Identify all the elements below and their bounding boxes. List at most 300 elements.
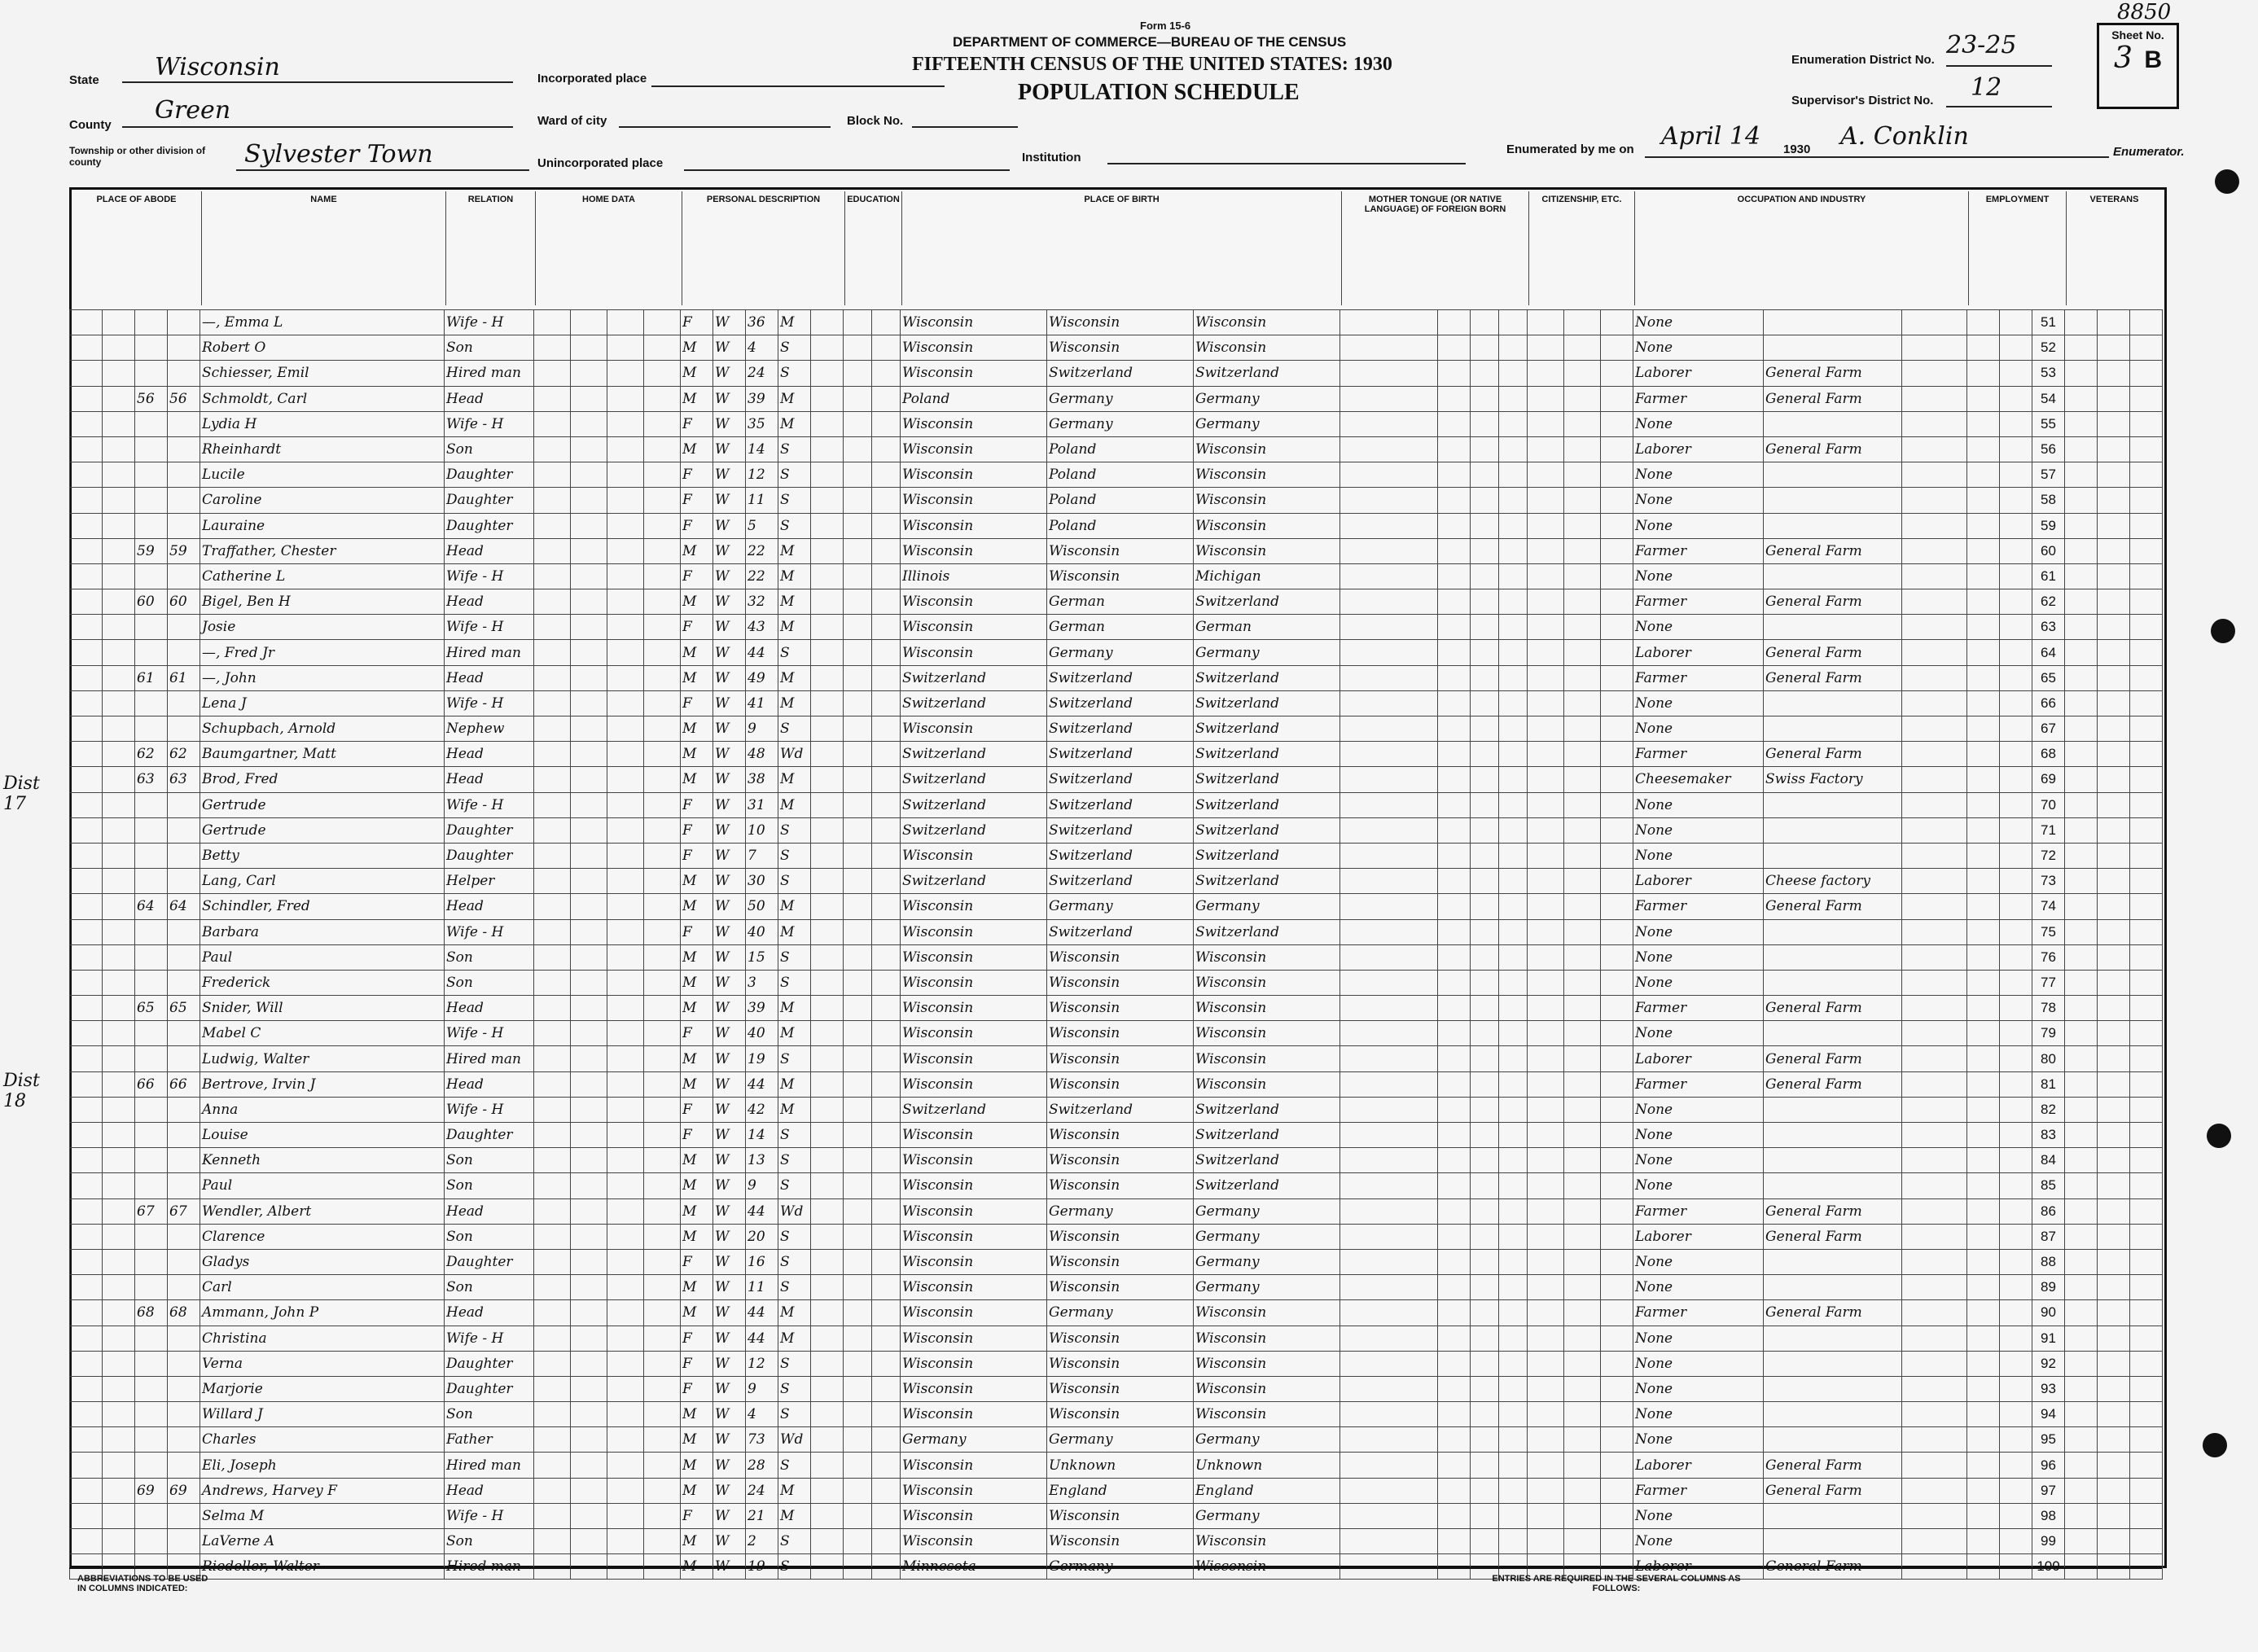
cell-empty	[2130, 944, 2163, 970]
cell-empty	[1601, 843, 1633, 868]
cell-mar: S	[778, 1402, 811, 1427]
cell-empty	[70, 513, 103, 538]
cell-empty	[811, 996, 844, 1021]
cell-dw	[135, 513, 168, 538]
cell-empty	[1967, 1351, 2000, 1376]
cell-name: Barbara	[200, 919, 445, 944]
cell-ind	[1764, 1376, 1902, 1401]
group-veterans: VETERANS	[2089, 195, 2139, 204]
cell-ind	[1764, 462, 1902, 488]
cell-empty	[1564, 615, 1601, 640]
cell-rel: Father	[445, 1427, 534, 1453]
cell-color: W	[713, 386, 746, 411]
cell-empty	[1902, 1300, 1967, 1326]
cell-empty	[70, 436, 103, 462]
cell-empty	[607, 1402, 644, 1427]
table-row	[70, 513, 2163, 538]
township-value: Sylvester Town	[244, 140, 433, 169]
enumerated-date: April 14	[1661, 122, 1761, 151]
cell-empty	[571, 615, 607, 640]
cell-empty	[1902, 488, 1967, 513]
cell-color: W	[713, 310, 746, 335]
cell-empty	[534, 1249, 571, 1274]
cell-empty	[844, 1148, 872, 1173]
cell-empty	[2000, 817, 2032, 843]
cell-rel: Son	[445, 1275, 534, 1300]
cell-empty	[1499, 944, 1528, 970]
cell-empty	[1902, 996, 1967, 1021]
cell-empty	[872, 1376, 901, 1401]
cell-empty	[2000, 1097, 2032, 1122]
cell-dw	[135, 462, 168, 488]
cell-empty	[70, 767, 103, 792]
table-row	[70, 436, 2163, 462]
cell-rel: Head	[445, 1198, 534, 1224]
cell-empty	[644, 335, 681, 361]
cell-empty	[844, 843, 872, 868]
cell-empty	[1499, 1173, 1528, 1198]
cell-dw	[135, 310, 168, 335]
cell-empty	[1564, 1046, 1601, 1071]
cell-name: Traffather, Chester	[200, 538, 445, 563]
cell-empty	[872, 1478, 901, 1503]
cell-mother: Germany	[1194, 1427, 1340, 1453]
cell-empty	[872, 970, 901, 995]
cell-empty	[872, 1326, 901, 1351]
cell-rel: Daughter	[445, 843, 534, 868]
cell-empty	[571, 361, 607, 386]
cell-age: 11	[746, 1275, 778, 1300]
cell-empty	[2065, 1453, 2098, 1478]
cell-empty	[1499, 361, 1528, 386]
cell-color: W	[713, 1071, 746, 1097]
cell-fam	[168, 1453, 200, 1478]
cell-dw	[135, 640, 168, 665]
table-row	[70, 1529, 2163, 1554]
cell-empty	[607, 538, 644, 563]
cell-empty	[2130, 386, 2163, 411]
cell-empty	[1902, 361, 1967, 386]
cell-empty	[1499, 1453, 1528, 1478]
cell-empty	[844, 1224, 872, 1249]
cell-mother: Wisconsin	[1194, 1071, 1340, 1097]
cell-age: 30	[746, 869, 778, 894]
cell-mother: Unknown	[1194, 1453, 1340, 1478]
cell-name: Riedeller, Walter	[200, 1554, 445, 1580]
cell-sex: M	[681, 436, 713, 462]
cell-empty	[1601, 792, 1633, 817]
cell-empty	[2130, 1198, 2163, 1224]
cell-empty	[844, 1249, 872, 1274]
cell-birth: Wisconsin	[901, 996, 1047, 1021]
cell-empty	[1471, 589, 1499, 615]
cell-empty	[571, 1046, 607, 1071]
cell-empty	[1967, 944, 2000, 970]
cell-empty	[571, 665, 607, 690]
cell-birth: Wisconsin	[901, 436, 1047, 462]
cell-empty	[1438, 970, 1471, 995]
cell-empty	[644, 970, 681, 995]
cell-empty	[70, 488, 103, 513]
cell-empty	[1564, 1224, 1601, 1249]
cell-empty	[1340, 1478, 1438, 1503]
cell-name: Paul	[200, 1173, 445, 1198]
cell-empty	[644, 1046, 681, 1071]
cell-empty	[1564, 1326, 1601, 1351]
cell-empty	[2065, 1148, 2098, 1173]
cell-age: 20	[746, 1224, 778, 1249]
cell-empty	[872, 411, 901, 436]
cell-mar: Wd	[778, 1198, 811, 1224]
cell-empty	[811, 1097, 844, 1122]
cell-empty	[1499, 1376, 1528, 1401]
cell-dw: 61	[135, 665, 168, 690]
cell-empty	[534, 1224, 571, 1249]
cell-empty	[2130, 1249, 2163, 1274]
cell-empty	[1340, 589, 1438, 615]
cell-father: Wisconsin	[1047, 1249, 1194, 1274]
binder-hole	[2203, 1433, 2227, 1457]
cell-dw	[135, 1148, 168, 1173]
cell-empty	[103, 462, 135, 488]
cell-empty	[2098, 665, 2130, 690]
cell-sex: M	[681, 361, 713, 386]
cell-empty	[872, 1198, 901, 1224]
cell-empty	[534, 843, 571, 868]
cell-empty	[1340, 742, 1438, 767]
cell-ind: General Farm	[1764, 1300, 1902, 1326]
cell-empty	[70, 462, 103, 488]
cell-empty	[1528, 869, 1564, 894]
cell-ind	[1764, 310, 1902, 335]
cell-ind: General Farm	[1764, 361, 1902, 386]
cell-ind: General Farm	[1764, 665, 1902, 690]
cell-mar: M	[778, 1503, 811, 1528]
cell-occ: None	[1633, 792, 1764, 817]
cell-name: LaVerne A	[200, 1529, 445, 1554]
cell-empty	[811, 869, 844, 894]
cell-empty	[1499, 1123, 1528, 1148]
stamp-number: 8850	[2117, 0, 2172, 24]
cell-empty	[2130, 1275, 2163, 1300]
cell-father: Wisconsin	[1047, 538, 1194, 563]
cell-father: Switzerland	[1047, 665, 1194, 690]
cell-empty	[2000, 665, 2032, 690]
cell-occ: None	[1633, 1529, 1764, 1554]
cell-empty	[607, 817, 644, 843]
cell-empty	[1438, 411, 1471, 436]
cell-birth: Wisconsin	[901, 462, 1047, 488]
cell-age: 32	[746, 589, 778, 615]
cell-father: Poland	[1047, 436, 1194, 462]
cell-empty	[1438, 1326, 1471, 1351]
cell-empty	[1601, 1351, 1633, 1376]
cell-empty	[103, 1427, 135, 1453]
cell-age: 14	[746, 436, 778, 462]
cell-empty	[103, 1376, 135, 1401]
cell-empty	[1601, 589, 1633, 615]
cell-empty	[872, 996, 901, 1021]
cell-empty	[1601, 1300, 1633, 1326]
cell-empty	[2130, 411, 2163, 436]
cell-age: 2	[746, 1529, 778, 1554]
cell-empty	[2130, 665, 2163, 690]
cell-empty	[534, 817, 571, 843]
cell-empty	[1340, 716, 1438, 742]
cell-fam	[168, 1021, 200, 1046]
cell-birth: Switzerland	[901, 792, 1047, 817]
cell-empty	[1340, 462, 1438, 488]
cell-empty	[607, 716, 644, 742]
cell-empty	[1967, 1148, 2000, 1173]
cell-empty	[644, 513, 681, 538]
cell-ind: General Farm	[1764, 538, 1902, 563]
cell-empty	[1967, 1173, 2000, 1198]
cell-empty	[2065, 1529, 2098, 1554]
cell-age: 15	[746, 944, 778, 970]
table-row	[70, 742, 2163, 767]
cell-line: 65	[2032, 665, 2065, 690]
group-employment: EMPLOYMENT	[1969, 191, 2067, 305]
cell-empty	[1471, 1351, 1499, 1376]
block-label: Block No.	[847, 114, 904, 128]
supervisor-label: Supervisor's District No.	[1791, 94, 1934, 107]
cell-empty	[1499, 1224, 1528, 1249]
cell-ind	[1764, 1351, 1902, 1376]
cell-birth: Wisconsin	[901, 944, 1047, 970]
table-row	[70, 1148, 2163, 1173]
cell-dw: 66	[135, 1071, 168, 1097]
cell-dw: 59	[135, 538, 168, 563]
cell-ind	[1764, 970, 1902, 995]
cell-father: Germany	[1047, 411, 1194, 436]
cell-fam	[168, 640, 200, 665]
cell-empty	[1967, 1326, 2000, 1351]
cell-empty	[571, 1123, 607, 1148]
cell-empty	[1564, 513, 1601, 538]
cell-rel: Son	[445, 1224, 534, 1249]
cell-dw	[135, 1173, 168, 1198]
cell-empty	[2130, 1326, 2163, 1351]
cell-color: W	[713, 1275, 746, 1300]
cell-empty	[2098, 767, 2130, 792]
cell-name: —, Emma L	[200, 310, 445, 335]
cell-fam	[168, 361, 200, 386]
cell-age: 11	[746, 488, 778, 513]
abbrev-title: ABBREVIATIONS TO BE USED IN COLUMNS INDICATED:	[77, 1574, 208, 1593]
cell-mother: Wisconsin	[1194, 462, 1340, 488]
cell-rel: Head	[445, 1071, 534, 1097]
cell-empty	[1967, 843, 2000, 868]
cell-empty	[70, 1046, 103, 1071]
cell-empty	[1528, 716, 1564, 742]
cell-empty	[1528, 488, 1564, 513]
cell-empty	[644, 767, 681, 792]
cell-empty	[844, 1529, 872, 1554]
cell-color: W	[713, 411, 746, 436]
cell-occ: None	[1633, 1376, 1764, 1401]
cell-fam	[168, 1123, 200, 1148]
cell-empty	[644, 386, 681, 411]
cell-father: Poland	[1047, 462, 1194, 488]
cell-sex: M	[681, 894, 713, 919]
cell-empty	[103, 411, 135, 436]
cell-color: W	[713, 690, 746, 716]
cell-line: 98	[2032, 1503, 2065, 1528]
cell-birth: Wisconsin	[901, 615, 1047, 640]
sheet-label: Sheet No.	[2111, 28, 2164, 42]
cell-dw	[135, 970, 168, 995]
cell-empty	[1528, 996, 1564, 1021]
cell-ind: General Farm	[1764, 996, 1902, 1021]
cell-color: W	[713, 996, 746, 1021]
cell-empty	[2000, 1198, 2032, 1224]
cell-empty	[1340, 1376, 1438, 1401]
cell-empty	[571, 1071, 607, 1097]
cell-rel: Nephew	[445, 716, 534, 742]
cell-empty	[1601, 563, 1633, 589]
cell-father: Wisconsin	[1047, 1503, 1194, 1528]
cell-age: 40	[746, 919, 778, 944]
cell-empty	[1967, 1376, 2000, 1401]
cell-empty	[1438, 843, 1471, 868]
cell-sex: F	[681, 1021, 713, 1046]
cell-empty	[872, 1071, 901, 1097]
cell-empty	[2130, 767, 2163, 792]
cell-empty	[1967, 1071, 2000, 1097]
cell-color: W	[713, 1097, 746, 1122]
cell-empty	[1340, 767, 1438, 792]
cell-occ: Farmer	[1633, 894, 1764, 919]
cell-empty	[103, 1071, 135, 1097]
cell-empty	[644, 690, 681, 716]
cell-ind	[1764, 1529, 1902, 1554]
cell-line: 94	[2032, 1402, 2065, 1427]
cell-occ: Laborer	[1633, 1046, 1764, 1071]
table-row	[70, 361, 2163, 386]
cell-fam	[168, 970, 200, 995]
cell-empty	[844, 792, 872, 817]
cell-color: W	[713, 563, 746, 589]
cell-empty	[1902, 1529, 1967, 1554]
cell-empty	[2130, 335, 2163, 361]
cell-empty	[1471, 1123, 1499, 1148]
cell-empty	[1601, 1021, 1633, 1046]
cell-rel: Hired man	[445, 361, 534, 386]
cell-empty	[571, 589, 607, 615]
cell-empty	[1967, 1097, 2000, 1122]
cell-empty	[1471, 1148, 1499, 1173]
cell-empty	[571, 1275, 607, 1300]
cell-line: 95	[2032, 1427, 2065, 1453]
cell-father: Switzerland	[1047, 792, 1194, 817]
cell-empty	[2130, 690, 2163, 716]
cell-empty	[1499, 589, 1528, 615]
cell-empty	[1564, 1427, 1601, 1453]
cell-sex: F	[681, 1503, 713, 1528]
cell-age: 7	[746, 843, 778, 868]
cell-empty	[1564, 869, 1601, 894]
cell-line: 79	[2032, 1021, 2065, 1046]
cell-empty	[2065, 1046, 2098, 1071]
cell-empty	[2130, 1300, 2163, 1326]
cell-empty	[1471, 1453, 1499, 1478]
cell-dw: 68	[135, 1300, 168, 1326]
cell-empty	[2130, 640, 2163, 665]
cell-empty	[2065, 1351, 2098, 1376]
cell-dw: 62	[135, 742, 168, 767]
cell-mar: S	[778, 817, 811, 843]
cell-empty	[534, 462, 571, 488]
cell-empty	[1564, 817, 1601, 843]
cell-empty	[1564, 563, 1601, 589]
cell-empty	[534, 742, 571, 767]
sheet-side: B	[2144, 46, 2163, 73]
cell-empty	[2000, 462, 2032, 488]
unincorporated-label: Unincorporated place	[537, 156, 664, 170]
cell-empty	[534, 563, 571, 589]
cell-empty	[644, 1453, 681, 1478]
cell-empty	[644, 1326, 681, 1351]
cell-empty	[2130, 1097, 2163, 1122]
cell-empty	[844, 665, 872, 690]
cell-empty	[1499, 665, 1528, 690]
cell-empty	[1601, 1275, 1633, 1300]
cell-father: Wisconsin	[1047, 310, 1194, 335]
cell-dw	[135, 843, 168, 868]
cell-ind: Swiss Factory	[1764, 767, 1902, 792]
cell-empty	[872, 1529, 901, 1554]
cell-fam: 67	[168, 1198, 200, 1224]
cell-empty	[1564, 1503, 1601, 1528]
cell-empty	[811, 310, 844, 335]
cell-mother: Switzerland	[1194, 792, 1340, 817]
cell-empty	[2098, 1097, 2130, 1122]
cell-age: 22	[746, 538, 778, 563]
cell-ind	[1764, 1275, 1902, 1300]
cell-fam	[168, 436, 200, 462]
cell-age: 31	[746, 792, 778, 817]
cell-birth: Wisconsin	[901, 1326, 1047, 1351]
cell-empty	[1340, 1326, 1438, 1351]
cell-empty	[1438, 996, 1471, 1021]
cell-empty	[2000, 1148, 2032, 1173]
cell-empty	[1967, 919, 2000, 944]
cell-empty	[1528, 1503, 1564, 1528]
cell-color: W	[713, 1376, 746, 1401]
cell-empty	[811, 615, 844, 640]
cell-empty	[607, 792, 644, 817]
institution-label: Institution	[1022, 151, 1081, 164]
cell-empty	[1438, 1046, 1471, 1071]
cell-empty	[811, 462, 844, 488]
cell-occ: None	[1633, 488, 1764, 513]
cell-empty	[1499, 970, 1528, 995]
cell-empty	[1967, 742, 2000, 767]
cell-rel: Head	[445, 386, 534, 411]
cell-empty	[2000, 1046, 2032, 1071]
cell-empty	[1564, 462, 1601, 488]
cell-empty	[1471, 538, 1499, 563]
cell-empty	[1564, 970, 1601, 995]
cell-empty	[103, 1148, 135, 1173]
cell-name: Paul	[200, 944, 445, 970]
cell-empty	[1528, 462, 1564, 488]
cell-empty	[844, 1123, 872, 1148]
cell-empty	[1438, 640, 1471, 665]
cell-occ: Laborer	[1633, 1554, 1764, 1580]
cell-mar: S	[778, 640, 811, 665]
